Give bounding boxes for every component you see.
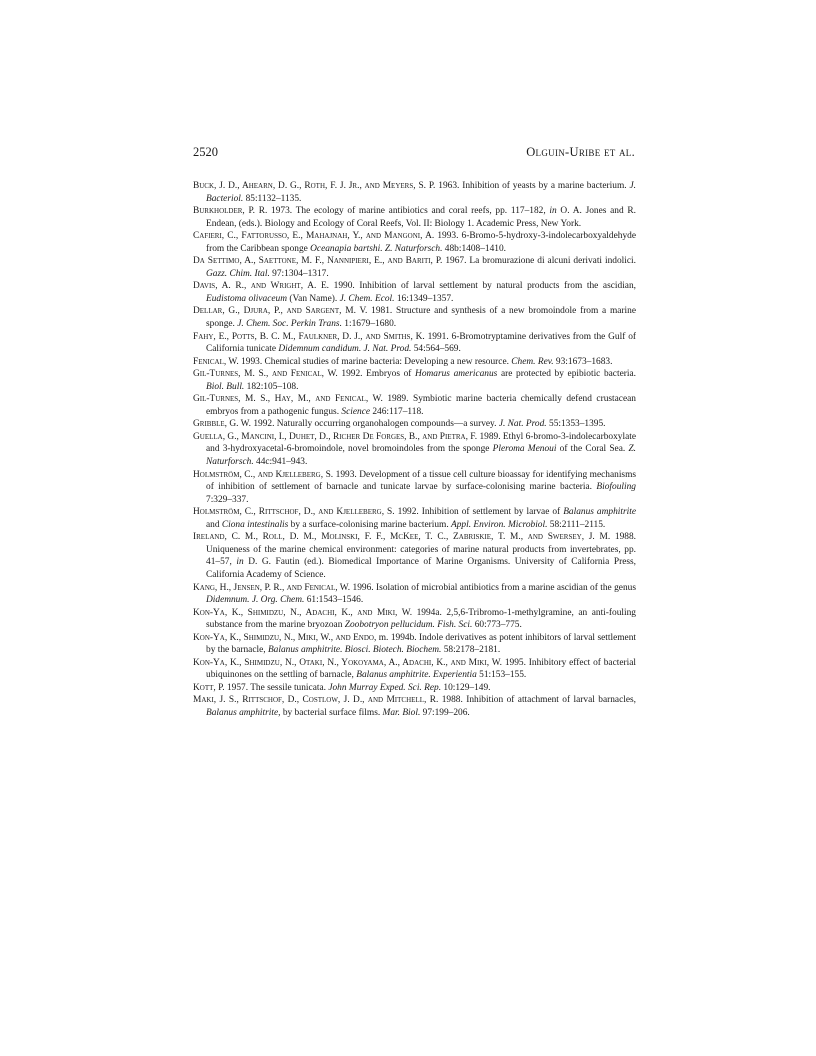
reference-authors: Holmström, C., Rittschof, D., and Kjelleberg, S. (193, 507, 395, 518)
reference-italic-text: Science (341, 406, 371, 417)
reference-text: 1988. Uniqueness of the marine chemical environment: categories of marine natural products from invertebrates, pp. 41–57, (206, 532, 636, 568)
reference-entry (193, 694, 636, 719)
reference-authors: Guella, G., Mancini, I., Duhet, D., Richer De Forges, B., and Pietra, F. (193, 431, 478, 442)
reference-entry (193, 531, 636, 581)
reference-text: O. A. Jones and R. Endean, (eds.). Biology and Ecology of Coral Reefs, Vol. II: Biology 1. Academic Press, New York. (206, 206, 636, 229)
reference-italic-text: J. Chem. Ecol. (339, 293, 395, 304)
reference-italic-text: Didemnum candidum. J. Nat. Prod. (278, 344, 412, 355)
reference-authors: Davis, A. R., and Wright, A. E. (193, 281, 330, 292)
reference-italic-text: Gazz. Chim. Ital. (206, 268, 270, 279)
reference-authors: Kon-Ya, K., Shimidzu, N., Otaki, N., Yokoyama, A., Adachi, K., and Miki, W. (193, 657, 503, 668)
reference-text: 7:329–337. (206, 494, 249, 505)
reference-entry (193, 368, 636, 393)
reference-authors: Cafieri, C., Fattorusso, E., Mahajnah, Y., and Mangoni, A. (193, 231, 435, 242)
reference-authors: Kon-Ya, K., Shimidzu, N., Miki, W., and Endo, (193, 632, 377, 643)
reference-text: 1957. The sessile tunicata. (224, 682, 329, 693)
reference-entry (193, 607, 636, 632)
reference-text: 1994a. 2,5,6-Tribromo-1-methylgramine, an anti-fouling substance from the marine bryozoan (206, 607, 636, 631)
reference-text: 1993. 6-Bromo-5-hydroxy-3-indolecarboxyaldehyde from the Caribbean sponge (206, 231, 636, 254)
reference-entry (193, 305, 636, 330)
reference-authors: Maki, J. S., Rittschof, D., Costlow, J. D., and Mitchell, R. (193, 695, 439, 706)
reference-italic-text: Appl. Environ. Microbiol. (451, 519, 548, 530)
page-number: 2520 (193, 145, 218, 159)
reference-text: 1:1679–1680. (341, 319, 397, 330)
reference-italic-text: Chem. Rev. (511, 356, 554, 367)
reference-text: 1996. Isolation of microbial antibiotics from a marine ascidian of the genus (350, 582, 636, 593)
reference-text: 1973. The ecology of marine antibiotics and coral reefs, pp. 117–182, (267, 206, 550, 217)
reference-entry (193, 230, 636, 255)
reference-text: 1993. Chemical studies of marine bacteria: Developing a new resource. (238, 356, 512, 367)
reference-entry (193, 356, 636, 369)
reference-italic-text: Balanus amphitrite (206, 707, 279, 718)
reference-text: 1990. Inhibition of larval settlement by natural products from the ascidian, (329, 281, 636, 292)
reference-text: 54:564–569. (411, 344, 461, 355)
reference-italic-text: Mar. Biol. (382, 707, 421, 718)
reference-list (193, 180, 636, 720)
reference-text: 55:1353–1395. (546, 419, 606, 430)
reference-authors: Holmström, C., and Kjelleberg, S. (193, 469, 334, 480)
reference-text: 1992. Embryos of (337, 369, 416, 380)
reference-italic-text: J. Chem. Soc. Perkin Trans. (237, 319, 342, 330)
reference-italic-text: J. Nat. Prod. (498, 419, 547, 430)
reference-italic-text: Didemnum. J. Org. Chem. (206, 595, 305, 606)
reference-entry (193, 418, 636, 431)
reference-text: (Van Name). (286, 293, 340, 304)
reference-text: 51:153–155. (476, 670, 527, 681)
reference-text: 93:1673–1683. (553, 356, 613, 367)
reference-text: 60:773–775. (472, 620, 522, 631)
reference-text: 1995. Inhibitory effect of bacterial ubiquinones on the settling of barnacle, (206, 657, 636, 681)
reference-authors: Burkholder, P. R. (193, 206, 268, 217)
reference-text: 58:2178–2181. (441, 645, 501, 656)
reference-text: 1993. Development of a tissue cell culture bioassay for identifying mechanisms of inhibition of settlement of barnacle and tunicate larvae by surface-colonising marine bacteria. (206, 469, 637, 493)
reference-entry (193, 506, 636, 531)
running-head: Olguin-Uribe et al. (526, 145, 635, 159)
reference-text: by a surface-colonising marine bacterium. (288, 519, 452, 530)
reference-entry (193, 180, 636, 205)
reference-text: 48b:1408–1410. (442, 243, 506, 254)
reference-text: 1989. Symbiotic marine bacteria chemically defend crustacean embryos from a pathogenic fungus. (206, 394, 636, 417)
reference-authors: Kang, H., Jensen, P. R., and Fenical, W. (193, 582, 351, 593)
reference-text: of the Coral Sea. (556, 444, 629, 455)
reference-authors: Ireland, C. M., Roll, D. M., Molinski, F. F., McKee, T. C., Zabriskie, T. M., and Swersey, J. M. (193, 532, 611, 543)
reference-authors: Buck, J. D., Ahearn, D. G., Roth, F. J. Jr., and Meyers, S. P. (193, 181, 436, 191)
reference-text: 1963. Inhibition of yeasts by a marine bacterium. (435, 181, 630, 191)
reference-text: 10:129–149. (441, 682, 491, 693)
reference-authors: Kott, P. (193, 682, 225, 693)
reference-authors: Gil-Turnes, M. S., and Fenical, W. (193, 369, 338, 380)
reference-italic-text: Balanus amphitrite. Experientia (356, 670, 477, 681)
reference-italic-text: John Murray Exped. Sci. Rep. (328, 682, 442, 693)
reference-authors: Fenical, W. (193, 356, 239, 367)
reference-entry (193, 657, 636, 682)
reference-text: 61:1543–1546. (304, 595, 364, 606)
reference-authors: Fahy, E., Potts, B. C. M., Faulkner, D. J., and Smiths, K. (193, 331, 425, 342)
reference-text: 1967. La bromurazione di alcuni derivati indolici. (442, 256, 636, 267)
reference-entry (193, 469, 636, 507)
reference-text: 85:1132–1135. (243, 193, 302, 204)
reference-italic-text: in (549, 206, 557, 217)
reference-authors: Da Settimo, A., Saettone, M. F., Nannipieri, E., and Bariti, P. (193, 256, 443, 267)
reference-italic-text: Eudistoma olivaceum (206, 293, 287, 304)
reference-text: are protected by epibiotic bacteria. (497, 369, 636, 380)
reference-entry (193, 331, 636, 356)
reference-text: 1992. Inhibition of settlement by larvae of (394, 507, 564, 518)
reference-authors: Dellar, G., Djura, P., and Sargent, M. V. (193, 306, 368, 317)
reference-italic-text: Biofouling (596, 482, 636, 493)
reference-text: 44c:941–943. (253, 457, 308, 468)
reference-italic-text: Z. Naturforsch. (206, 444, 636, 468)
reference-text: 1992. Naturally occurring organohalogen compounds—a survey. (250, 419, 499, 430)
reference-text: 97:1304–1317. (269, 268, 329, 279)
reference-italic-text: Balanus amphitrite. Biosci. Biotech. Biochem. (267, 645, 442, 656)
reference-text: 58:2111–2115. (547, 519, 606, 530)
reference-text: 182:105–108. (244, 381, 299, 392)
reference-text: and (206, 519, 222, 530)
reference-text: , by bacterial surface films. (278, 707, 383, 718)
reference-text: 1991. 6-Bromotryptamine derivatives from the Gulf of California tunicate (206, 331, 637, 355)
reference-entry (193, 255, 636, 280)
reference-text: 16:1349–1357. (394, 293, 454, 304)
reference-authors: Gribble, G. W. (193, 419, 251, 430)
reference-text: m. 1994b. Indole derivatives as potent inhibitors of larval settlement by the barnacle, (206, 632, 637, 656)
reference-entry (193, 280, 636, 305)
reference-text: 246:117–118. (370, 406, 424, 417)
reference-entry (193, 205, 636, 230)
reference-text: 1981. Structure and synthesis of a new bromoindole from a marine sponge. (206, 306, 636, 330)
reference-italic-text: J. Bacteriol. (206, 181, 636, 204)
reference-text: D. G. Fautin (ed.). Biomedical Importance of Marine Organisms. University of California Press, California Academy of Science. (206, 557, 636, 580)
reference-text: 1989. Ethyl 6-bromo-3-indolecarboxylate and 3-hydroxyacetal-6-bromoindole, novel bromoindoles from the sponge (206, 431, 636, 455)
reference-entry (193, 431, 636, 469)
page-header (193, 143, 635, 161)
reference-italic-text: Zoobotryon pellucidum. Fish. Sci. (344, 620, 473, 631)
reference-italic-text: in (236, 557, 244, 568)
reference-italic-text: Pleroma Menoui (492, 444, 557, 455)
reference-text: 97:199–206. (420, 707, 470, 718)
reference-italic-text: Ciona intestinalis (221, 519, 289, 530)
reference-italic-text: Balanus amphitrite (563, 507, 636, 518)
reference-italic-text: Oceanapia bartshi. Z. Naturforsch. (310, 243, 443, 254)
reference-text: 1988. Inhibition of attachment of larval barnacles, (438, 695, 636, 706)
reference-italic-text: Biol. Bull. (206, 381, 245, 392)
reference-italic-text: Homarus americanus (415, 369, 498, 380)
reference-entry (193, 682, 636, 695)
reference-entry (193, 393, 636, 418)
reference-entry (193, 632, 636, 657)
reference-authors: Gil-Turnes, M. S., Hay, M., and Fenical, W. (193, 394, 383, 405)
reference-authors: Kon-Ya, K., Shimidzu, N., Adachi, K., and Miki, W. (193, 607, 413, 618)
reference-entry (193, 582, 636, 607)
